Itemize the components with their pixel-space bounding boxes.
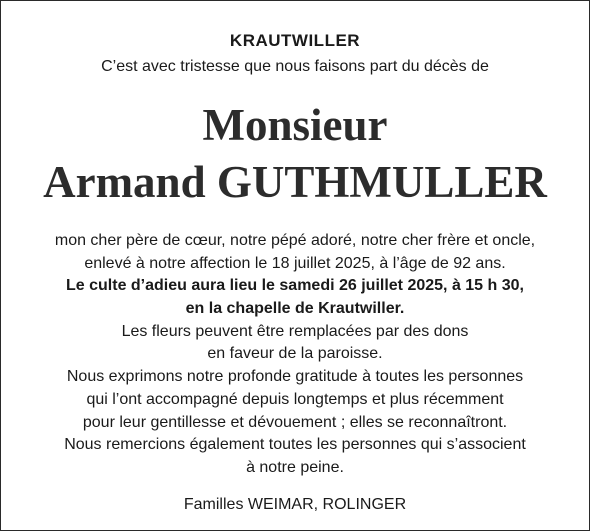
body-line-kindness: pour leur gentillesse et dévouement ; elles se reconnaîtront. <box>82 413 508 431</box>
body-line-donations: en faveur de la paroisse. <box>207 345 383 363</box>
body-line-service-date: Le culte d’adieu aura lieu le samedi 26 juillet 2025, à 15 h 30, <box>66 277 524 295</box>
town-heading: KRAUTWILLER <box>229 31 361 50</box>
intro-text: C’est avec tristesse que nous faisons part du décès de <box>101 58 489 75</box>
notice-body <box>0 230 590 480</box>
body-line-relationship: mon cher père de cœur, notre pépé adoré, notre cher frère et oncle, <box>54 232 536 249</box>
body-line-grief: à notre peine. <box>246 458 344 476</box>
body-line-service-place: en la chapelle de Krautwiller. <box>185 300 405 318</box>
body-line-thanks: Nous remercions également toutes les personnes qui s’associent <box>64 436 526 454</box>
body-line-death-date: enlevé à notre affection le 18 juillet 2025, à l’âge de 92 ans. <box>84 254 506 272</box>
deceased-name: Armand GUTHMULLER <box>43 157 547 207</box>
body-line-accompanied: qui l’ont accompagné depuis longtemps et plus récemment <box>86 390 504 408</box>
deceased-title: Monsieur <box>202 100 388 150</box>
body-line-flowers: Les fleurs peuvent être remplacées par des dons <box>121 322 469 340</box>
body-line-gratitude: Nous exprimons notre profonde gratitude à toutes les personnes <box>66 368 524 386</box>
family-signature: Familles WEIMAR, ROLINGER <box>183 496 407 513</box>
